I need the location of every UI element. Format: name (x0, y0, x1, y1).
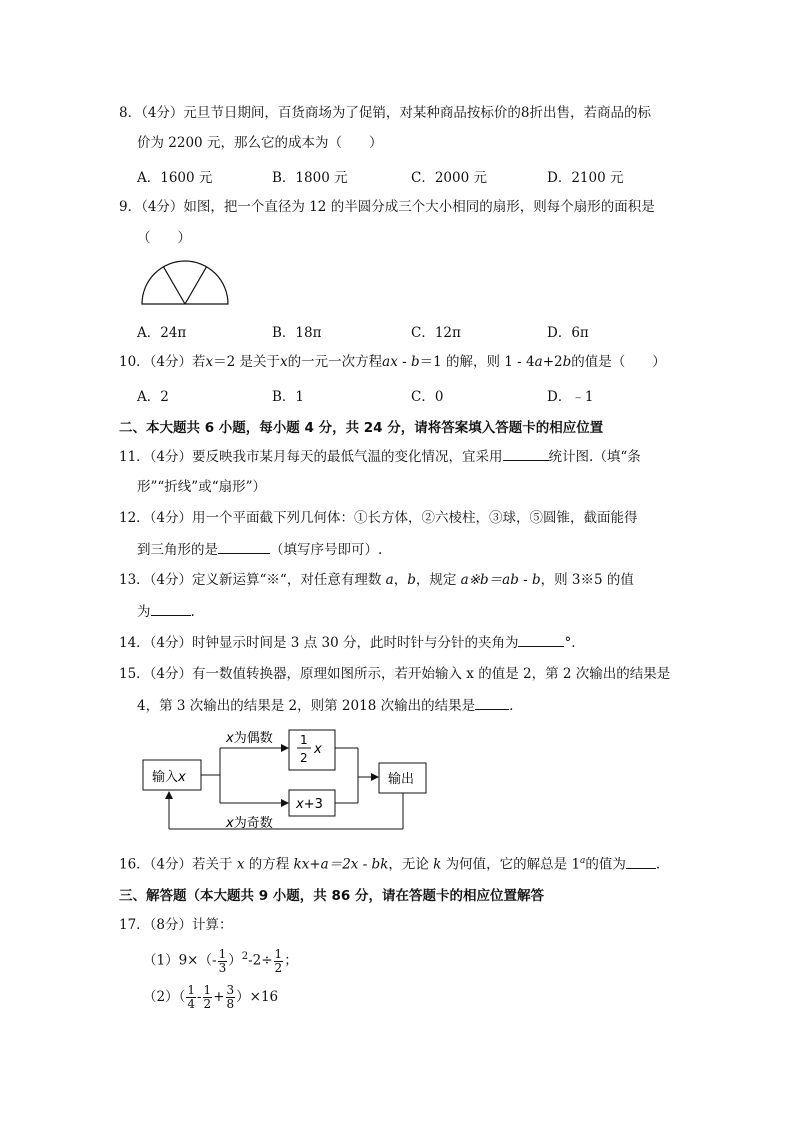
q8-option-c: C．2000 元 (411, 170, 487, 186)
q14-line1: 14．（4分）时钟显示时间是 3 点 30 分，此时时针与分针的夹角为 °. (119, 632, 576, 653)
fraction-one-third: $\frac{1}{3}$ (218, 946, 227, 975)
q9-option-d: D．6π (547, 325, 589, 341)
q16-answer-blank[interactable] (626, 854, 656, 869)
q17-title: 17．（8分）计算： (119, 917, 233, 933)
half-box (289, 730, 335, 770)
q8-line1: 8．（4分）元旦节日期间，百货商场为了促销，对某种商品按标价的8折出售，若商品的标 (119, 105, 652, 121)
q8-option-b: B．1800 元 (272, 170, 348, 186)
q15-line1: 15．（4分）有一数值转换器，原理如图所示，若开始输入 x 的值是 2，第 2 次输出的结果是 (119, 666, 671, 682)
q17-part2: （2）（ $\frac{1}{4}$ - $\frac{1}{2}$ + $\frac{3}{8}$ ）×16 (143, 983, 279, 1011)
odd-label: x为奇数 (226, 816, 273, 831)
q16-line1: 16．（4分）若关于 x 的方程 kx+a＝2x - bk，无论 k 为何值，它的解总是 1$^a$的值为 . (119, 851, 660, 875)
semicircle-figure (138, 257, 232, 307)
fraction-one-half: $\frac{1}{2}$ (274, 946, 283, 975)
q10-option-c: C．0 (411, 389, 444, 405)
q10-line1: 10．（4分）若x＝2 是关于x的一元一次方程ax - b＝1 的解，则 1 - 4a+2b的值是（ ） (119, 354, 666, 370)
q12-line2: 到三角形的是 （填写序号即可）. (137, 539, 382, 560)
q9-line2: （ ） (137, 230, 191, 246)
q8-option-d: D．2100 元 (547, 170, 624, 186)
q12-line1: 12．（4分）用一个平面截下列几何体：①长方体，②六棱柱，③球，⑤圆锥，截面能得 (119, 510, 638, 526)
q9-line1: 9．（4分）如图，把一个直径为 12 的半圆分成三个大小相同的扇形，则每个扇形的面积是 (119, 199, 655, 215)
q10-option-d: D．﹣1 (547, 389, 594, 405)
q13-answer-blank[interactable] (151, 601, 191, 616)
even-label: x为偶数 (226, 731, 273, 746)
q14-answer-blank[interactable] (518, 632, 564, 647)
q13-line2: 为 . (137, 601, 195, 622)
plus3-label: x+3 (296, 797, 323, 812)
output-label: 输出 (388, 772, 415, 787)
q11-answer-blank[interactable] (503, 446, 549, 461)
q11-line1: 11．（4分）要反映我市某月每天的最低气温的变化情况，宜采用 统计图.（填“条 (119, 446, 641, 467)
semicircle-outline (142, 261, 228, 304)
q9-option-c: C．12π (411, 325, 461, 341)
input-label: 输入x (152, 770, 186, 785)
q9-option-a: A．24π (137, 325, 187, 341)
fraction-one-quarter: $\frac{1}{4}$ (187, 983, 195, 1011)
q8-line2: 价为 2200 元，那么它的成本为（ ） (137, 135, 383, 151)
q10-option-a: A．2 (137, 389, 169, 405)
half-x: x (314, 742, 322, 757)
q12-answer-blank[interactable] (218, 539, 270, 554)
q10-option-b: B．1 (272, 389, 305, 405)
section-3-heading: 三、解答题（本大题共 9 小题，共 86 分，请在答题卡的相应位置解答 (119, 888, 544, 904)
q15-answer-blank[interactable] (475, 695, 509, 710)
sector-divider-right (185, 267, 207, 304)
fraction-three-eighths: $\frac{3}{8}$ (226, 983, 235, 1011)
number-converter-diagram (140, 726, 440, 836)
q13-line1: 13．（4分）定义新运算“※“，对任意有理数 a，b，规定 a※b＝ab - b，则 3※5 的值 (119, 572, 634, 588)
q8-option-a: A．1600 元 (137, 170, 213, 186)
section-2-heading: 二、本大题共 6 小题，每小题 4 分，共 24 分，请将答案填入答题卡的相应位置 (119, 420, 604, 436)
q17-part1: （1）9×（- $\frac{1}{3}$ ）$^2$-2÷ $\frac{1}{2}$ ； (143, 946, 298, 975)
sector-divider-left (164, 267, 186, 304)
q15-line2: 4，第 3 次输出的结果是 2，则第 2018 次输出的结果是 . (137, 695, 513, 716)
fraction-one-half-b: $\frac{1}{2}$ (203, 983, 212, 1011)
half-num: 1 (300, 733, 308, 747)
q11-line2: 形”“折线”或“扇形”） (137, 479, 267, 495)
q9-option-b: B．18π (272, 325, 322, 341)
half-den: 2 (300, 751, 308, 765)
